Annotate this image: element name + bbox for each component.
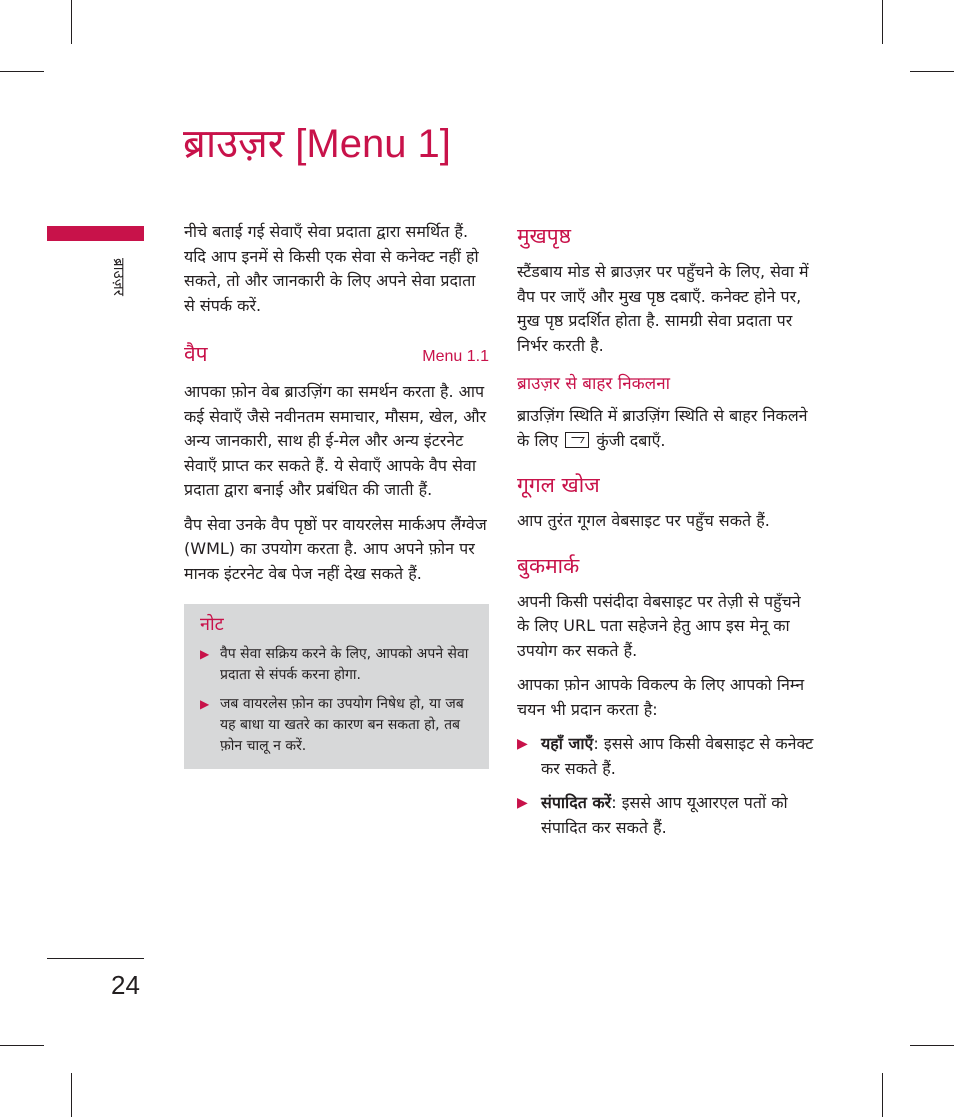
- option-item-goto: [517, 732, 817, 781]
- left-column: [184, 220, 489, 769]
- option-term: यहाँ जाएँ: [541, 734, 594, 753]
- google-heading: गूगल खोज: [517, 473, 600, 497]
- bullet-triangle-icon: ▶: [200, 697, 210, 711]
- home-heading: मुखपृष्ठ: [517, 224, 572, 248]
- note-heading: नोट: [200, 614, 224, 635]
- options-intro: आपका फ़ोन आपके विकल्प के लिए आपको निम्न चयन भी प्रदान करता है:: [517, 675, 805, 719]
- crop-mark: [0, 1045, 44, 1046]
- note-item: [200, 644, 475, 686]
- wap-menu-ref: Menu 1.1: [422, 348, 489, 365]
- note-list: [200, 644, 475, 757]
- wap-heading-row: [184, 340, 489, 368]
- options-list: [517, 732, 817, 840]
- exit-heading: ब्राउज़र से बाहर निकलना: [517, 374, 671, 394]
- note-item-text: जब वायरलेस फ़ोन का उपयोग निषेध हो, या जब यह बाधा या खतरे का कारण बन सकता हो, तब फ़ोन चालू न करें.: [220, 696, 464, 754]
- section-tab-bar: [47, 226, 144, 241]
- wap-paragraph-1: आपका फ़ोन वेब ब्राउज़िंग का समर्थन करता है. आप कई सेवाएँ जैसे नवीनतम समाचार, मौसम, खेल, और अन्य जानकारी, साथ ही ई-मेल और अन्य इंटरनेट सेवाएँ प्राप्त कर सकते हैं. ये सेवाएँ आपके वैप सेवा प्रदाता द्वारा बनाई और प्रबंधित की जाती हैं.: [184, 382, 487, 499]
- bookmark-heading: बुकमार्क: [517, 553, 580, 578]
- crop-mark: [910, 1045, 954, 1046]
- footer-divider: [47, 958, 144, 959]
- option-desc: : इससे आप किसी वेबसाइट से कनेक्ट कर सकते हैं.: [541, 734, 814, 778]
- bullet-triangle-icon: ▶: [517, 736, 528, 752]
- crop-mark: [910, 71, 954, 72]
- crop-mark: [0, 71, 44, 72]
- section-tab-label: ब्राउज़र: [110, 258, 128, 296]
- option-term: संपादित करें: [541, 793, 612, 812]
- bookmark-paragraph: अपनी किसी पसंदीदा वेबसाइट पर तेज़ी से पहुँचने के लिए URL पता सहेजने हेतु आप इस मेनू का उपयोग कर सकते हैं.: [517, 591, 801, 660]
- wap-paragraph-2: वैप सेवा उनके वैप पृष्ठों पर वायरलेस मार्कअप लैंग्वेज (WML) का उपयोग करता है. आप अपने फ़ोन पर मानक इंटरनेट वेब पेज नहीं देख सकते हैं.: [184, 514, 487, 583]
- exit-paragraph: [517, 404, 817, 453]
- note-item-text: वैप सेवा सक्रिय करने के लिए, आपको अपने सेवा प्रदाता से संपर्क करना होगा.: [220, 646, 469, 683]
- note-box: [184, 604, 489, 769]
- exit-text-after: कुंजी दबाएँ.: [596, 430, 666, 450]
- bullet-triangle-icon: ▶: [517, 795, 528, 811]
- page-title: ब्राउज़र [Menu 1]: [183, 122, 451, 166]
- bullet-triangle-icon: ▶: [200, 647, 210, 661]
- crop-mark: [71, 1073, 72, 1117]
- note-item: [200, 694, 475, 757]
- page-number: 24: [111, 970, 140, 1000]
- wap-heading: वैप: [184, 342, 208, 366]
- crop-mark: [882, 0, 883, 44]
- exit-text-before: ब्राउज़िंग स्थिति में ब्राउज़िंग स्थिति से बाहर निकलने के लिए: [517, 406, 808, 450]
- google-paragraph: आप तुरंत गूगल वेबसाइट पर पहुँच सकते हैं.: [517, 511, 770, 530]
- crop-mark: [882, 1073, 883, 1117]
- intro-paragraph: नीचे बताई गई सेवाएँ सेवा प्रदाता द्वारा समर्थित हैं. यदि आप इनमें से किसी एक सेवा से कनेक्ट नहीं हो सकते, तो और जानकारी के लिए अपने सेवा प्रदाता से संपर्क करें.: [184, 222, 479, 315]
- end-key-icon: [565, 432, 589, 448]
- option-desc: : इससे आप यूआरएल पतों को संपादित कर सकते हैं.: [541, 793, 788, 837]
- home-paragraph: स्टैंडबाय मोड से ब्राउज़र पर पहुँचने के लिए, सेवा में वैप पर जाएँ और मुख पृष्ठ दबाएँ. कनेक्ट होने पर, मुख पृष्ठ प्रदर्शित होता है. सामग्री सेवा प्रदाता पर निर्भर करती है.: [517, 262, 809, 355]
- crop-mark: [71, 0, 72, 44]
- option-item-edit: [517, 791, 817, 840]
- right-column: [517, 222, 817, 850]
